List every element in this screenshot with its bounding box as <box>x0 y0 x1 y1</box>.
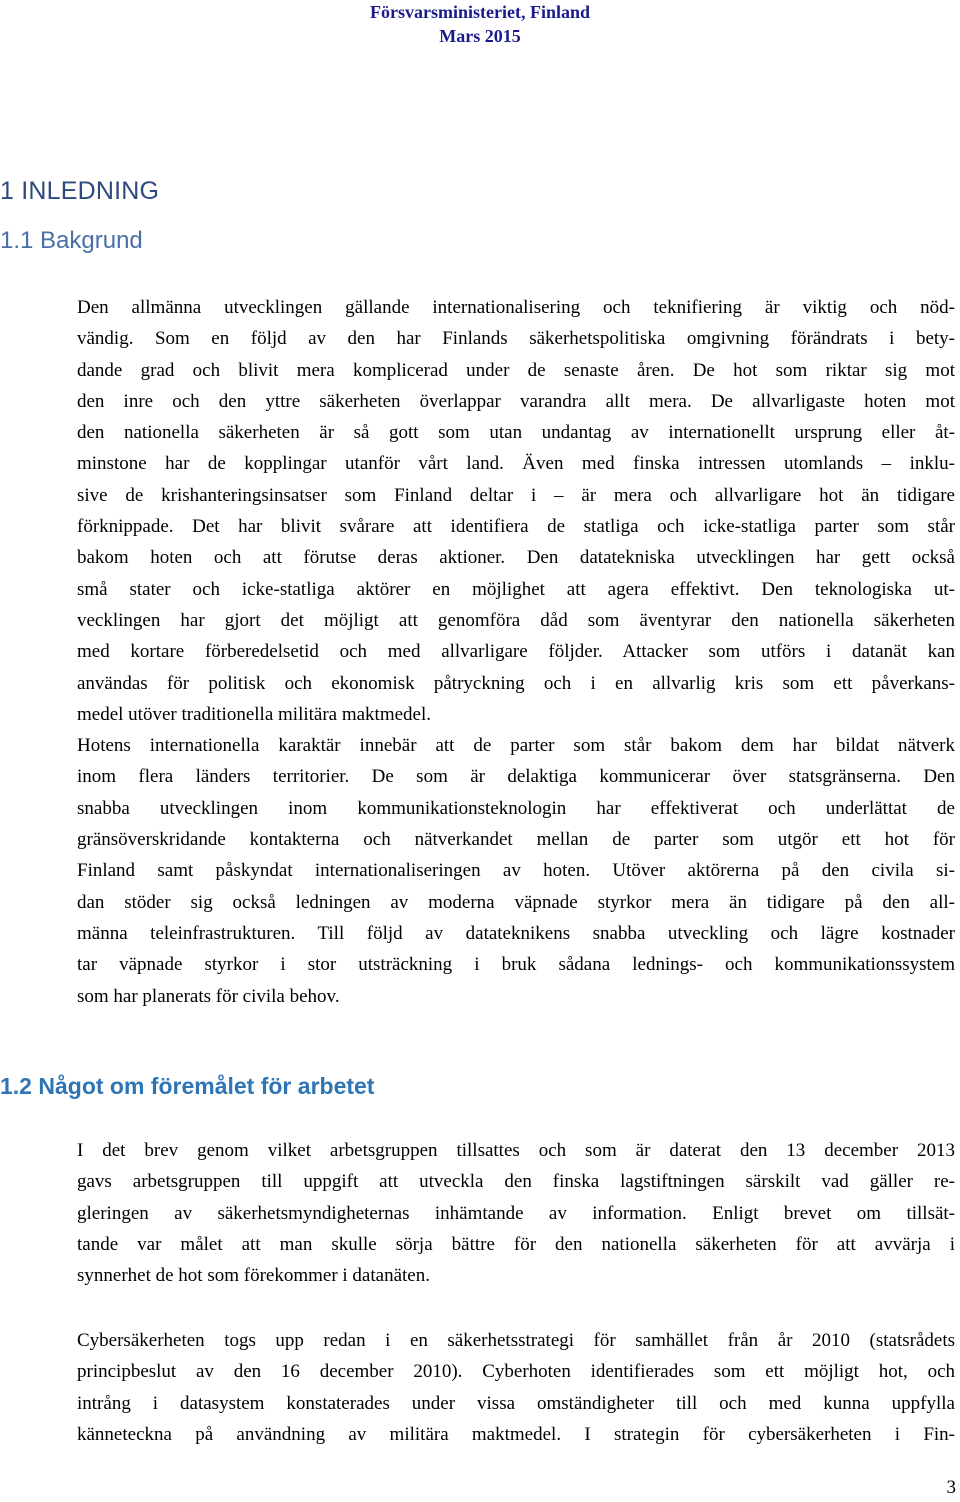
text-line: dande grad och blivit mera komplicerad under de senaste åren. De hot som riktar sig mot <box>77 359 955 381</box>
heading-bakgrund: 1.1 Bakgrund <box>0 227 143 254</box>
text-line: som har planerats för civila behov. <box>77 985 340 1007</box>
text-line: inom flera länders territorier. De som är delaktiga kommunicerar över statsgränserna. Den <box>77 766 955 788</box>
header-org: Försvarsministeriet, Finland <box>370 2 590 22</box>
text-line: vändig. Som en följd av den har Finlands säkerhetspolitiska omgivning förändrats i bety- <box>77 328 955 350</box>
heading-foremalet: 1.2 Något om föremålet för arbetet <box>0 1073 375 1099</box>
text-line: männa teleinfrastrukturen. Till följd av datateknikens snabba utveckling och lägre kostnader <box>77 922 955 944</box>
text-line: minstone har de kopplingar utanför vårt land. Även med finska intressen utomlands – inklu- <box>77 453 955 475</box>
text-line: I det brev genom vilket arbetsgruppen tillsattes och som är daterat den 13 december 2013 <box>77 1140 955 1161</box>
text-line: Finland samt påskyndat internationaliseringen av hoten. Utöver aktörerna på den civila si- <box>77 860 955 882</box>
text-line: bakom hoten och att förutse deras aktioner. Den datatekniska utvecklingen har gett också <box>77 547 955 569</box>
page-header <box>0 0 960 48</box>
text-line: gränsöverskridande kontakterna och nätverkandet mellan de parter som utgör ett hot för <box>77 829 955 851</box>
text-line: gleringen av säkerhetsmyndigheternas inhämtande av information. Enligt brevet om tillsät- <box>77 1202 955 1224</box>
text-line: principbeslut av den 16 december 2010). Cyberhoten identifierades som ett möjligt hot, och <box>77 1361 955 1383</box>
text-line: den nationella säkerheten är så gott som utan undantag av internationellt ursprung eller åt- <box>77 422 955 444</box>
paragraph-bakgrund <box>77 292 955 1012</box>
text-line: medel utöver traditionella militära maktmedel. <box>77 703 432 725</box>
paragraph-foremalet-1 <box>77 1135 955 1291</box>
text-line: känneteckna på användning av militära maktmedel. I strategin för cybersäkerheten i Fin- <box>77 1423 955 1445</box>
text-line: intrång i datasystem konstaterades under vissa omständigheter till och med kunna uppfylla <box>77 1392 955 1414</box>
text-line: Cybersäkerheten togs upp redan i en säkerhetsstrategi för samhället från år 2010 (statsrådets <box>77 1330 955 1351</box>
paragraph-foremalet-2 <box>77 1325 955 1450</box>
text-line: dan stöder sig också ledningen av moderna väpnade styrkor mera än tidigare på den all- <box>77 891 955 913</box>
text-line: den inre och den yttre säkerheten överlappar varandra allt mera. De allvarligaste hoten mot <box>77 390 955 412</box>
text-line: vecklingen har gjort det möjligt att genomföra dåd som äventyrar den nationella säkerheten <box>77 609 955 631</box>
text-line: snabba utvecklingen inom kommunikationsteknologin har effektiverat och underlättat de <box>77 797 955 819</box>
text-line: synnerhet de hot som förekommer i datanäten. <box>77 1265 430 1287</box>
text-line: gavs arbetsgruppen till uppgift att utveckla den finska lagstiftningen särskilt vad gäller re- <box>77 1171 955 1193</box>
text-line: användas för politisk och ekonomisk påtryckning och i en allvarlig kris som ett påverkans- <box>77 672 955 694</box>
text-line: med kortare förberedelsetid och med allvarligare följder. Attacker som utförs i datanät kan <box>77 641 955 663</box>
text-line: Den allmänna utvecklingen gällande internationalisering och teknifiering är viktig och nöd- <box>77 297 955 318</box>
heading-inledning: 1 INLEDNING <box>0 177 160 205</box>
page-number: 3 <box>946 1477 956 1498</box>
header-date: Mars 2015 <box>439 26 521 46</box>
text-line: förknippade. Det har blivit svårare att identifiera de statliga och icke-statliga parter som står <box>77 516 955 538</box>
text-line: Hotens internationella karaktär innebär att de parter som står bakom dem har bildat nätverk <box>77 735 955 757</box>
text-line: tande var målet att man skulle sörja bättre för den nationella säkerheten för att avvärja i <box>77 1233 955 1255</box>
text-line: sive de krishanteringsinsatser som Finland deltar i – är mera och allvarligare hot än tidigare <box>77 484 955 506</box>
text-line: tar väpnade styrkor i stor utsträckning i bruk sådana lednings- och kommunikationssystem <box>77 954 955 976</box>
text-line: små stater och icke-statliga aktörer en möjlighet att agera effektivt. Den teknologiska ut- <box>77 578 955 600</box>
